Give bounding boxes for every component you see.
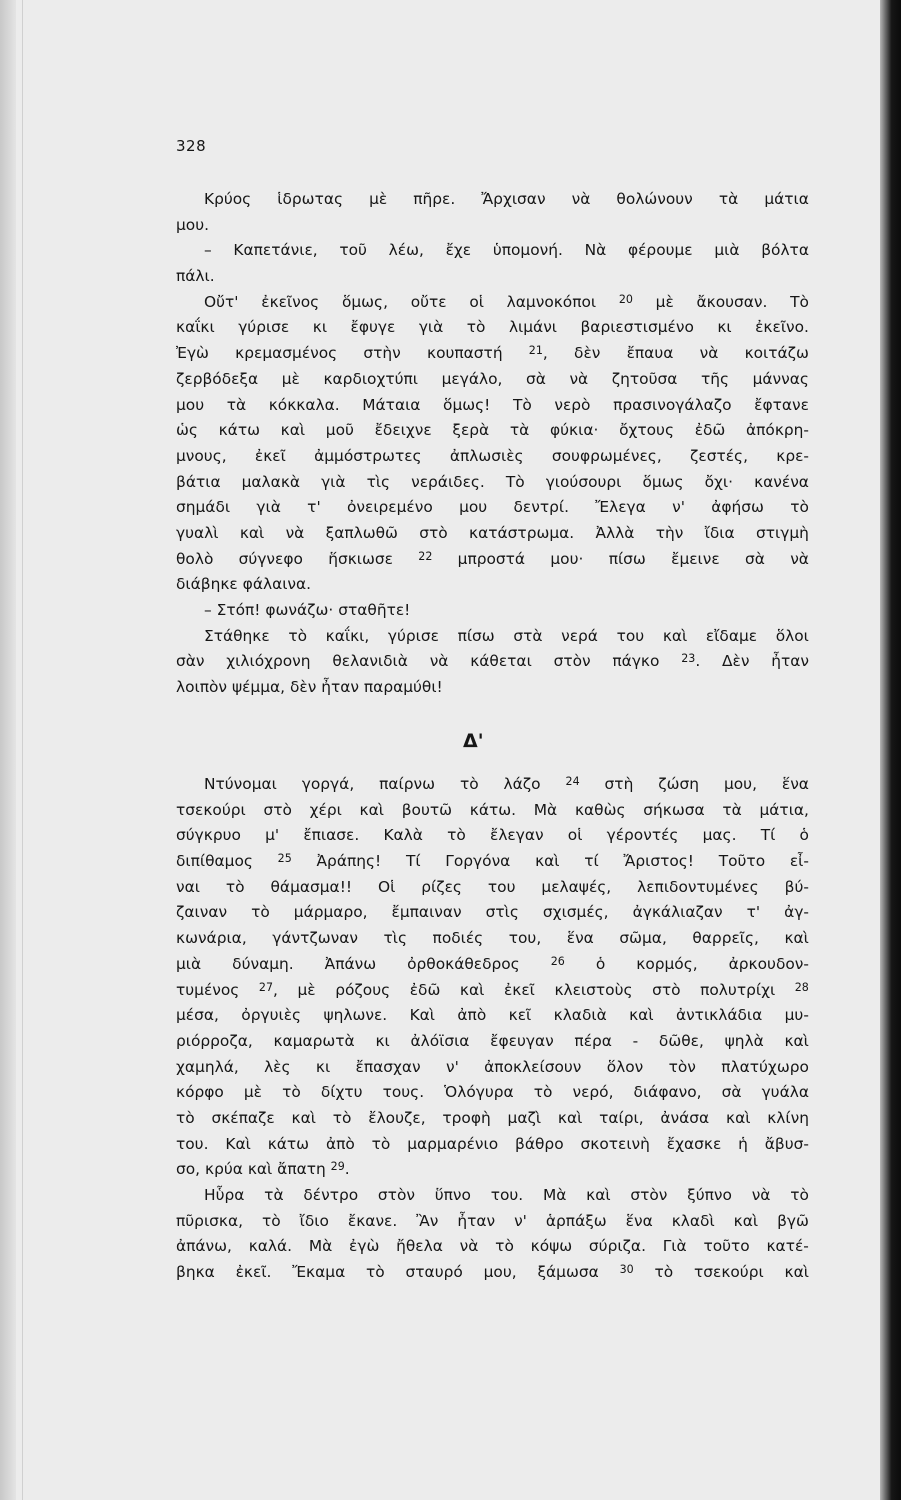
text-line: γυαλὶ καὶ νὰ ξαπλωθῶ στὸ κατάστρωμα. Ἀλλὰ τὴν ἴδια στιγμὴ (176, 523, 809, 542)
paragraph (176, 238, 809, 289)
text-line: κόρφο μὲ τὸ δίχτυ τους. Ὁλόγυρα τὸ νερό, διάφανο, σὰ γυάλα (176, 1083, 809, 1102)
text-line: Στάθηκε τὸ καΐκι, γύρισε πίσω στὰ νερά του καὶ εἴδαμε ὅλοι (204, 626, 809, 645)
text-line: ὡς κάτω καὶ μοῦ ἔδειχνε ξερὰ τὰ φύκια· ὄχτους ἐδῶ ἀπόκρη- (176, 421, 809, 440)
page-gutter-shadow (0, 0, 16, 1500)
text-line: θολὸ σύγνεφο ἥσκιωσε $^{22}$ μπροστά μου· πίσω ἔμεινε σὰ νὰ (176, 549, 809, 568)
text-line: λοιπὸν ψέμμα, δὲν ἦταν παραμύθι! (176, 678, 443, 697)
text-line: – Στόπ! φωνάζω· σταθῆτε! (204, 601, 411, 619)
text-line: μιὰ δύναμη. Ἀπάνω ὀρθοκάθεδρος $^{26}$ ὁ κορμός, ἀρκουδον- (176, 954, 809, 973)
text-line: μνους, ἐκεῖ ἀμμόστρωτες ἀπλωσιὲς σουφρωμένες, ζεστές, κρε- (176, 446, 809, 465)
page-number: 328 (176, 137, 207, 155)
text-block-before-section (176, 187, 809, 701)
text-line: σύγκρυο μ' ἔπιασε. Καλὰ τὸ ἔλεγαν οἱ γέροντές μας. Τί ὁ (176, 826, 809, 845)
text-line: βηκα ἐκεῖ. Ἔκαμα τὸ σταυρό μου, ξάμωσα $^{30}$ τὸ τσεκούρι καὶ (176, 1263, 809, 1282)
text-line: του. Καὶ κάτω ἀπὸ τὸ μαρμαρένιο βάθρο σκοτεινὴ ἔχασκε ἡ ἄβυσ- (176, 1134, 809, 1153)
text-line: Ντύνομαι γοργά, παίρνω τὸ λάζο $^{24}$ στὴ ζώση μου, ἕνα (204, 775, 809, 793)
text-line: τὸ σκέπαζε καὶ τὸ ἔλουζε, τροφὴ μαζὶ καὶ ταίρι, ἀνάσα καὶ κλίνη (176, 1108, 809, 1127)
text-line: σο, κρύα καὶ ἄπατη $^{29}$. (176, 1160, 350, 1179)
text-line: ριόρροζα, καμαρωτὰ κι ἀλόϊσια ἔφευγαν πέρα - δῶθε, ψηλὰ καὶ (176, 1031, 809, 1050)
text-line: βάτια μαλακὰ γιὰ τὶς νεράιδες. Τὸ γιούσουρι ὅμως ὄχι· κανένα (176, 472, 809, 491)
paragraph (176, 187, 809, 238)
text-line: κωνάρια, γάντζωναν τὶς ποδιές του, ἕνα σῶμα, θαρρεῖς, καὶ (176, 929, 809, 948)
text-block-after-section (176, 772, 809, 1286)
text-line: διάβηκε φάλαινα. (176, 575, 312, 594)
text-line: Κρύος ἱδρωτας μὲ πῆρε. Ἄρχισαν νὰ θολώνουν τὰ μάτια (204, 190, 809, 208)
paragraph (176, 1183, 809, 1286)
text-line: διπίθαμος $^{25}$ Ἀράπης! Τί Γοργόνα καὶ τί Ἄριστος! Τοῦτο εἶ- (176, 852, 809, 871)
text-line: τσεκούρι στὸ χέρι καὶ βουτῶ κάτω. Μὰ καθὼς σήκωσα τὰ μάτια, (176, 800, 809, 819)
text-line: σὰν χιλιόχρονη θελανιδιὰ νὰ κάθεται στὸν πάγκο $^{23}$. Δὲν ἦταν (176, 652, 809, 671)
text-line: ναι τὸ θάμασμα!! Οἱ ρίζες του μελαψές, λεπιδοντυμένες βύ- (176, 877, 809, 896)
text-line: πάλι. (176, 267, 215, 286)
page-edge-line (22, 0, 23, 1500)
text-line: μέσα, ὀργυιὲς ψηλωνε. Καὶ ἀπὸ κεῖ κλαδιὰ καὶ ἀντικλάδια μυ- (176, 1006, 809, 1025)
text-line: σημάδι γιὰ τ' ὀνειρεμένο μου δεντρί. Ἔλεγα ν' ἀφήσω τὸ (176, 498, 809, 517)
paragraph (176, 624, 809, 701)
text-line: ζερβόδεξα μὲ καρδιοχτύπι μεγάλο, σὰ νὰ ζητοῦσα τῆς μάννας (176, 369, 809, 388)
text-line: ζαιναν τὸ μάρμαρο, ἔμπαιναν στὶς σχισμές, ἀγκάλιαζαν τ' ἀγ- (176, 903, 809, 922)
scan-border (880, 0, 901, 1500)
text-line: ἀπάνω, καλά. Μὰ ἐγὼ ἤθελα νὰ τὸ κόψω σύριζα. Γιὰ τοῦτο κατέ- (176, 1237, 809, 1256)
text-line: καΐκι γύρισε κι ἔφυγε γιὰ τὸ λιμάνι βαριεστισμένο κι ἐκεῖνο. (176, 318, 809, 337)
text-line: Ἐγὼ κρεμασμένος στὴν κουπαστή $^{21}$, δὲν ἔπαυα νὰ κοιτάζω (176, 344, 809, 363)
text-line: πῦρισκα, τὸ ἴδιο ἔκανε. Ἂν ἦταν ν' ἁρπάξω ἕνα κλαδὶ καὶ βγῶ (176, 1211, 809, 1230)
text-line: μου τὰ κόκκαλα. Μάταια ὅμως! Τὸ νερὸ πρασινογάλαζο ἔφτανε (176, 395, 809, 414)
paragraph (176, 290, 809, 598)
paragraph (176, 598, 809, 624)
text-line: – Καπετάνιε, τοῦ λέω, ἔχε ὑπομονή. Νὰ φέρουμε μιὰ βόλτα (204, 241, 809, 260)
text-line: Οὔτ' ἐκεῖνος ὅμως, οὔτε οἱ λαμνοκόποι $^{20}$ μὲ ἄκουσαν. Τὸ (204, 292, 809, 311)
section-heading: Δ' (463, 730, 484, 752)
text-line: μου. (176, 215, 210, 234)
text-line: χαμηλά, λὲς κι ἔπασχαν ν' ἀποκλείσουν ὅλον τὸν πλατύχωρο (176, 1057, 809, 1076)
paragraph (176, 772, 809, 1183)
text-line: τυμένος $^{27}$, μὲ ρόζους ἐδῶ καὶ ἐκεῖ κλειστοὺς στὸ πολυτρίχι $^{28}$ (176, 980, 809, 999)
text-line: Ηὗρα τὰ δέντρο στὸν ὕπνο του. Μὰ καὶ στὸν ξύπνο νὰ τὸ (204, 1186, 809, 1204)
